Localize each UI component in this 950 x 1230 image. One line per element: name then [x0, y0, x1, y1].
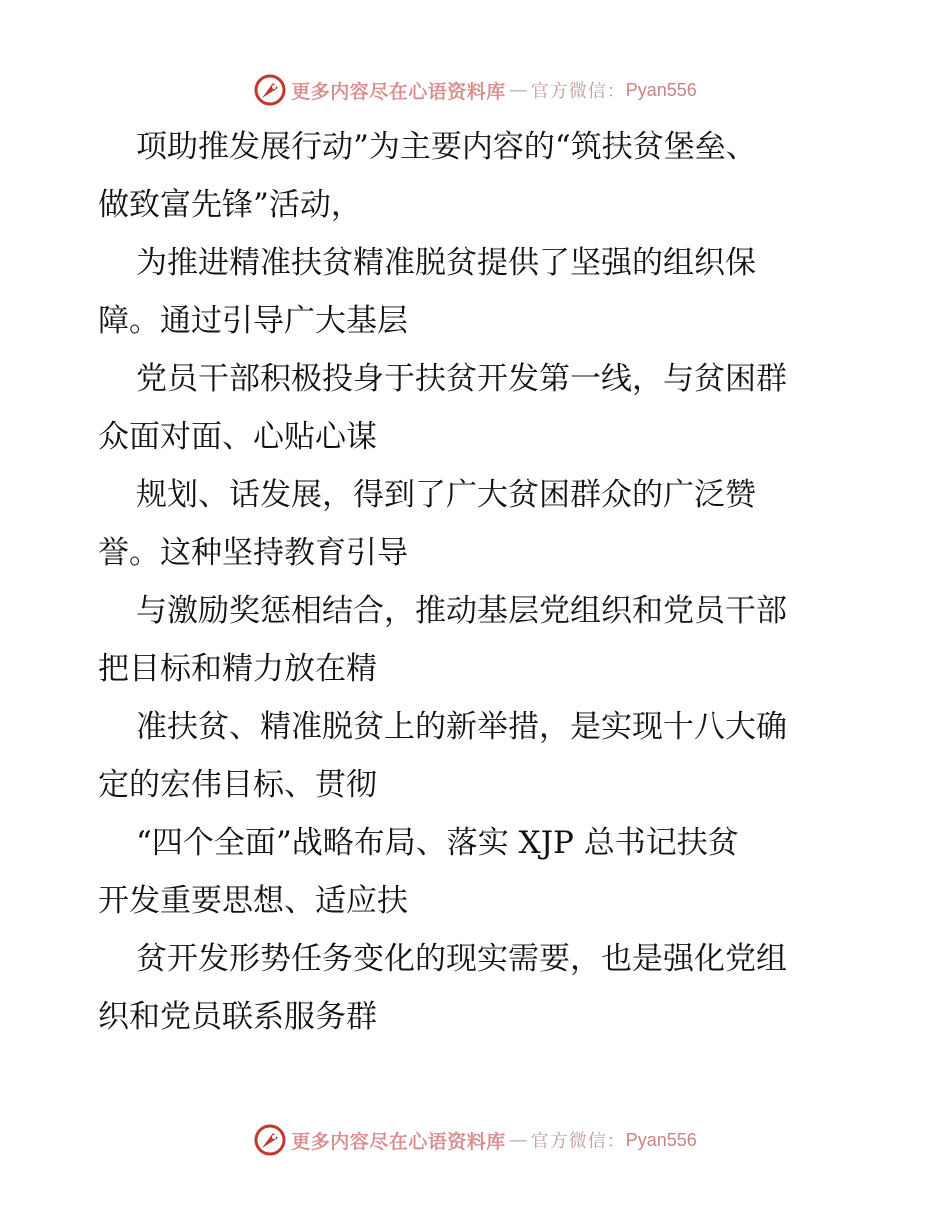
pen-nib-logo-icon	[253, 73, 287, 107]
paragraph-line: 众面对面、心贴心谋	[98, 419, 377, 455]
banner-wechat-id: Pyan556	[625, 1129, 697, 1150]
paragraph-line: 规划、话发展，得到了广大贫困群众的广泛赞	[136, 477, 756, 513]
footer-watermark-banner	[0, 1120, 950, 1160]
paragraph-line: 与激励奖惩相结合，推动基层党组织和党员干部	[136, 593, 787, 629]
paragraph-line: “四个全面”战略布局、落实 XJP 总书记扶贫	[136, 825, 739, 861]
paragraph-line: 项助推发展行动”为主要内容的“筑扶贫堡垒、	[136, 129, 757, 165]
paragraph-line: 为推进精准扶贫精准脱贫提供了坚强的组织保	[136, 245, 756, 281]
pen-nib-logo-icon	[253, 1123, 287, 1157]
banner-separator: —	[508, 79, 528, 101]
banner-wechat-label: 官方微信：	[530, 81, 626, 102]
paragraph-line: 党员干部积极投身于扶贫开发第一线，与贫困群	[136, 361, 787, 397]
banner-site-text: 更多内容尽在心语资料库	[291, 80, 506, 103]
paragraph-line: 定的宏伟目标、贯彻	[98, 767, 377, 803]
banner-wechat-id: Pyan556	[625, 79, 697, 100]
paragraph-line: 做致富先锋”活动，	[98, 187, 362, 223]
paragraph-line: 誉。这种坚持教育引导	[98, 535, 408, 571]
banner-wechat-label: 官方微信：	[530, 1131, 626, 1152]
paragraph-line: 障。通过引导广大基层	[98, 303, 408, 339]
header-watermark-banner	[0, 70, 950, 110]
paragraph-line: 把目标和精力放在精	[98, 651, 377, 687]
paragraph-line: 贫开发形势任务变化的现实需要，也是强化党组	[136, 941, 787, 977]
paragraph-line: 准扶贫、精准脱贫上的新举措，是实现十八大确	[136, 709, 787, 745]
paragraph-line: 开发重要思想、适应扶	[98, 883, 408, 919]
paragraph-line: 织和党员联系服务群	[98, 999, 377, 1035]
banner-site-text: 更多内容尽在心语资料库	[291, 1130, 506, 1153]
banner-separator: —	[508, 1129, 528, 1151]
document-body	[98, 118, 868, 1046]
